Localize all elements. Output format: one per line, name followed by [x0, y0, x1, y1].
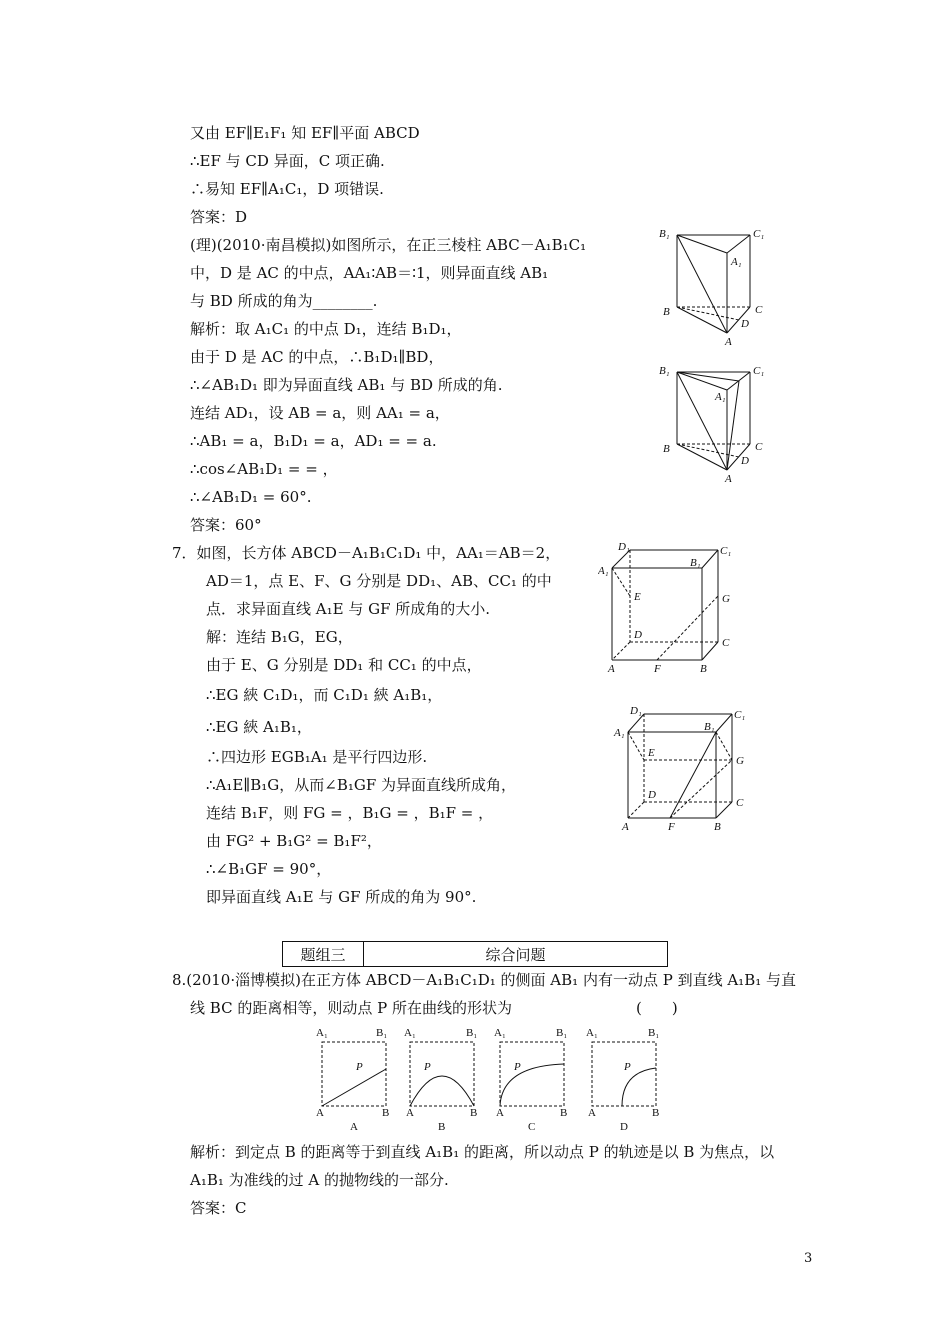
option-b-label: B — [438, 1121, 446, 1133]
question-line: 线 BC 的距离相等，则动点 P 所在曲线的形状为 — [190, 999, 512, 1017]
solution-line: ∴A₁E∥B₁G，从而∠B₁GF 为异面直线所成角， — [206, 776, 517, 794]
label-a: A — [725, 336, 732, 348]
solution-line: 由于 D 是 AC 的中点，∴B₁D₁∥BD， — [190, 348, 444, 366]
question-line: (理)(2010·南昌模拟)如图所示，在正三棱柱 ABC－A₁B₁C₁ — [190, 236, 587, 254]
answer-blank: ( ) — [636, 999, 678, 1017]
question-line: 8.(2010·淄博模拟)在正方体 ABCD－A₁B₁C₁D₁ 的侧面 AB₁ 内有一动点 P 到直线 A₁B₁ 与直 — [172, 971, 796, 989]
option-d-tr: B₁ — [648, 1027, 660, 1039]
prism-figure-1 — [655, 225, 775, 350]
question-line: 点．求异面直线 A₁E 与 GF 所成角的大小. — [206, 600, 491, 618]
section-label: 题组三 — [283, 942, 364, 967]
option-c-tr: B₁ — [556, 1027, 568, 1039]
solution-line: ∴四边形 EGB₁A₁ 是平行四边形. — [206, 748, 428, 766]
label-c1: C₁ — [734, 709, 746, 721]
option-d-tl: A₁ — [586, 1027, 598, 1039]
label-b: B — [663, 443, 670, 455]
option-b-bl: A — [406, 1107, 414, 1119]
answer-line: 答案：C — [190, 1199, 247, 1217]
label-e: E — [634, 591, 641, 603]
label-a: A — [725, 473, 732, 485]
solution-line: ∴cos∠AB₁D₁ = = ， — [190, 460, 338, 478]
label-a1: A₁ — [598, 565, 609, 577]
option-c-bl: A — [496, 1107, 504, 1119]
section-title: 综合问题 — [364, 942, 668, 967]
label-d: D — [634, 629, 642, 641]
label-g: G — [736, 755, 744, 767]
question-line: AD＝1，点 E、F、G 分别是 DD₁、AB、CC₁ 的中 — [206, 572, 552, 590]
answer-line: 答案：60° — [190, 516, 262, 534]
solution-line: ∴EG 綊 A₁B₁， — [206, 718, 312, 736]
label-c: C — [755, 304, 763, 316]
label-d: D — [741, 455, 749, 467]
option-b-p: P — [424, 1061, 431, 1073]
label-f: F — [668, 821, 675, 833]
section-header-table — [282, 941, 668, 967]
option-b-tr: B₁ — [466, 1027, 478, 1039]
solution-line: A₁B₁ 为准线的过 A 的抛物线的一部分. — [190, 1171, 449, 1189]
label-c1: C₁ — [720, 545, 732, 557]
solution-line: 由 FG² + B₁G² = B₁F²， — [206, 832, 382, 850]
label-a1: A₁ — [715, 391, 726, 403]
question-line: 中，D 是 AC 的中点，AA₁∶AB＝∶1，则异面直线 AB₁ — [190, 264, 549, 282]
label-b: B — [700, 663, 707, 675]
cuboid-figure-1 — [598, 540, 748, 675]
option-a-tl: A₁ — [316, 1027, 328, 1039]
label-d: D — [741, 318, 749, 330]
label-b1: B₁ — [690, 557, 701, 569]
text-line: ∴EF 与 CD 异面，C 项正确. — [190, 152, 385, 170]
question-line: 与 BD 所成的角为________. — [190, 292, 378, 310]
label-e: E — [648, 747, 655, 759]
solution-line: ∴∠AB₁D₁ = 60°. — [190, 488, 312, 506]
label-c: C — [736, 797, 744, 809]
option-b-br: B — [470, 1107, 478, 1119]
solution-line: 即异面直线 A₁E 与 GF 所成的角为 90°. — [206, 888, 477, 906]
option-a-bl: A — [316, 1107, 324, 1119]
text-line: 又由 EF∥E₁F₁ 知 EF∥平面 ABCD — [190, 124, 420, 142]
option-a-label: A — [350, 1121, 358, 1133]
text-line: ∴易知 EF∥A₁C₁，D 项错误. — [190, 180, 384, 198]
option-c-br: B — [560, 1107, 568, 1119]
option-c-label: C — [528, 1121, 536, 1133]
question-line: 7．如图，长方体 ABCD－A₁B₁C₁D₁ 中，AA₁＝AB＝2， — [172, 544, 561, 562]
solution-line: 连结 B₁F，则 FG = ，B₁G = ，B₁F = ， — [206, 804, 494, 822]
label-d: D — [648, 789, 656, 801]
option-d-bl: A — [588, 1107, 596, 1119]
label-c1: C₁ — [753, 365, 765, 377]
option-c-p: P — [514, 1061, 521, 1073]
label-a: A — [622, 821, 629, 833]
label-c: C — [722, 637, 730, 649]
label-c: C — [755, 441, 763, 453]
solution-line: 由于 E、G 分别是 DD₁ 和 CC₁ 的中点， — [206, 656, 482, 674]
option-d-p: P — [624, 1061, 631, 1073]
solution-line: 解析：到定点 B 的距离等于到直线 A₁B₁ 的距离，所以动点 P 的轨迹是以 B 为焦点，以 — [190, 1143, 775, 1161]
label-b1: B₁ — [659, 365, 670, 377]
label-f: F — [654, 663, 661, 675]
solution-line: ∴AB₁ = a，B₁D₁ = a，AD₁ = = a. — [190, 432, 437, 450]
label-b1: B₁ — [704, 721, 715, 733]
cuboid-figure-2 — [612, 702, 762, 837]
solution-line: ∴∠AB₁D₁ 即为异面直线 AB₁ 与 BD 所成的角. — [190, 376, 503, 394]
solution-line: ∴∠B₁GF = 90°， — [206, 860, 332, 878]
option-d-label: D — [620, 1121, 628, 1133]
label-a: A — [608, 663, 615, 675]
option-a-p: P — [356, 1061, 363, 1073]
label-a1: A₁ — [731, 256, 742, 268]
label-a1: A₁ — [614, 727, 625, 739]
page-number: 3 — [804, 1251, 813, 1266]
option-c-tl: A₁ — [494, 1027, 506, 1039]
option-a-tr: B₁ — [376, 1027, 388, 1039]
solution-line: 连结 AD₁，设 AB = a，则 AA₁ = a， — [190, 404, 450, 422]
label-d1: D₁ — [630, 705, 642, 717]
label-c1: C₁ — [753, 228, 765, 240]
answer-line: 答案：D — [190, 208, 248, 226]
label-b1: B₁ — [659, 228, 670, 240]
prism-figure-2 — [655, 362, 775, 487]
label-b: B — [714, 821, 721, 833]
solution-line: 解：连结 B₁G，EG， — [206, 628, 353, 646]
solution-line: 解析：取 A₁C₁ 的中点 D₁，连结 B₁D₁， — [190, 320, 462, 338]
label-d1: D₁ — [618, 541, 630, 553]
option-b-tl: A₁ — [404, 1027, 416, 1039]
solution-line: ∴EG 綊 C₁D₁，而 C₁D₁ 綊 A₁B₁， — [206, 686, 443, 704]
option-figures — [310, 1024, 670, 1136]
label-g: G — [722, 593, 730, 605]
option-d-br: B — [652, 1107, 660, 1119]
option-a-br: B — [382, 1107, 390, 1119]
label-b: B — [663, 306, 670, 318]
